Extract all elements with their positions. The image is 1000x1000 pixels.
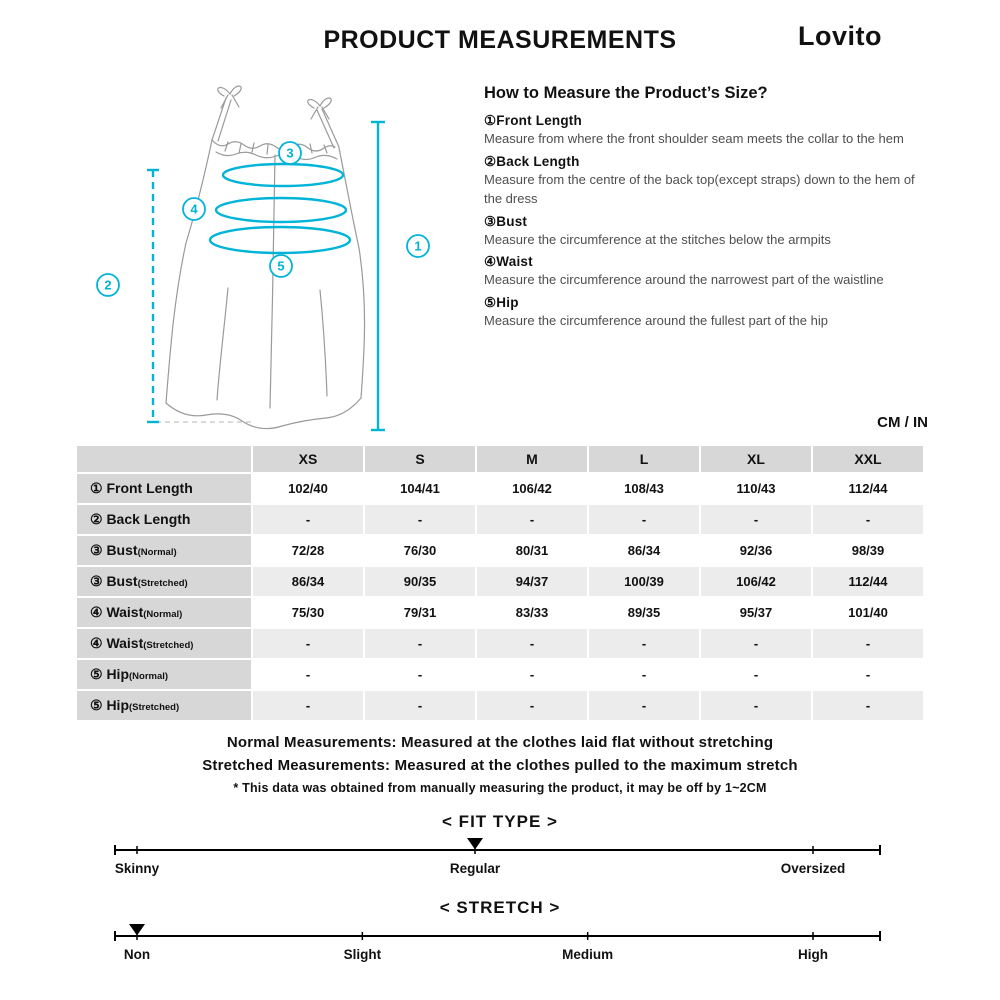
table-header-row xyxy=(76,445,924,473)
table-row xyxy=(76,566,924,597)
row-label: ④ Waist(Stretched) xyxy=(76,628,252,659)
row-label: ③ Bust(Normal) xyxy=(76,535,252,566)
measurement-cell: 90/35 xyxy=(364,566,476,597)
table-row xyxy=(76,473,924,504)
dress-outline xyxy=(166,86,365,429)
row-label: ③ Bust(Stretched) xyxy=(76,566,252,597)
marker-number-2: 2 xyxy=(104,277,112,293)
scale-label: Skinny xyxy=(114,861,160,876)
measurement-cell: - xyxy=(252,659,364,690)
measurement-cell: 102/40 xyxy=(252,473,364,504)
measurement-cell: 86/34 xyxy=(252,566,364,597)
measurement-cell: 80/31 xyxy=(476,535,588,566)
size-column-header: M xyxy=(476,445,588,473)
measurement-cell: - xyxy=(700,690,812,721)
how-to-title: How to Measure the Product’s Size? xyxy=(484,84,768,102)
measurement-cell: 89/35 xyxy=(588,597,700,628)
measurement-cell: 100/39 xyxy=(588,566,700,597)
row-label: ① Front Length xyxy=(76,473,252,504)
measurement-cell: - xyxy=(812,504,924,535)
size-column-header: XXL xyxy=(812,445,924,473)
how-to-item-desc: Measure the circumference at the stitches below the armpits xyxy=(484,231,831,247)
measurement-cell: 76/30 xyxy=(364,535,476,566)
measurement-cell: - xyxy=(476,690,588,721)
measurement-cell: - xyxy=(252,628,364,659)
how-to-item-desc: Measure the circumference around the fullest part of the hip xyxy=(484,312,828,328)
measurement-cell: - xyxy=(252,690,364,721)
note-line: Stretched Measurements: Measured at the clothes pulled to the maximum stretch xyxy=(202,757,798,774)
table-body xyxy=(76,473,924,721)
measurement-cell: 112/44 xyxy=(812,566,924,597)
measurement-cell: - xyxy=(364,628,476,659)
how-to-item xyxy=(484,295,936,331)
scale-label: Non xyxy=(123,947,151,962)
size-table xyxy=(75,444,925,722)
marker-number-1: 1 xyxy=(414,238,422,254)
measurement-cell: 86/34 xyxy=(588,535,700,566)
measurement-cell: 108/43 xyxy=(588,473,700,504)
measurement-cell: 106/42 xyxy=(476,473,588,504)
row-label: ⑤ Hip(Stretched) xyxy=(76,690,252,721)
row-label: ② Back Length xyxy=(76,504,252,535)
table-row xyxy=(76,597,924,628)
how-to-item-label: ①Front Length xyxy=(484,113,582,128)
stretch-scale xyxy=(0,922,1000,948)
measurement-cell: - xyxy=(476,628,588,659)
measurement-cell: - xyxy=(476,504,588,535)
scale-label: Oversized xyxy=(780,861,846,876)
note-line: Normal Measurements: Measured at the clothes laid flat without stretching xyxy=(226,734,774,751)
table-corner-cell xyxy=(76,445,252,473)
measurement-cell: - xyxy=(700,659,812,690)
measurement-cell: 106/42 xyxy=(700,566,812,597)
scale-label: High xyxy=(798,947,828,962)
measurement-cell: 94/37 xyxy=(476,566,588,597)
measurement-cell: - xyxy=(588,659,700,690)
how-to-item xyxy=(484,154,936,209)
measurement-cell: - xyxy=(364,659,476,690)
measurement-cell: 112/44 xyxy=(812,473,924,504)
stretch-labels xyxy=(0,947,1000,965)
measurement-cell: - xyxy=(812,659,924,690)
size-column-header: S xyxy=(364,445,476,473)
how-to-item xyxy=(484,254,936,290)
measurement-cell: 104/41 xyxy=(364,473,476,504)
waist-measure-ellipse xyxy=(216,198,346,222)
row-label: ④ Waist(Normal) xyxy=(76,597,252,628)
measurement-cell: - xyxy=(700,628,812,659)
scale-label: Medium xyxy=(562,947,614,962)
measurement-cell: 101/40 xyxy=(812,597,924,628)
measurement-cell: - xyxy=(252,504,364,535)
fit-type-labels xyxy=(0,861,1000,879)
scale-marker xyxy=(467,838,483,850)
how-to-item xyxy=(484,113,936,149)
measurement-cell: 92/36 xyxy=(700,535,812,566)
how-to-item-label: ②Back Length xyxy=(484,153,580,169)
table-row xyxy=(76,628,924,659)
scale-label: Slight xyxy=(343,947,382,962)
how-to-item-desc: Measure from the centre of the back top(except straps) down to the hem of the dress xyxy=(484,171,915,206)
hip-measure-ellipse xyxy=(210,227,350,253)
size-column-header: XS xyxy=(252,445,364,473)
how-to-item-label: ⑤Hip xyxy=(484,294,519,310)
measurement-cell: - xyxy=(588,504,700,535)
how-to-measure-section xyxy=(484,84,936,330)
size-column-header: L xyxy=(588,445,700,473)
note-line: * This data was obtained from manually measuring the product, it may be off by 1~2CM xyxy=(233,781,767,795)
measurement-cell: - xyxy=(812,690,924,721)
how-to-item-desc: Measure the circumference around the narrowest part of the waistline xyxy=(484,272,884,287)
measurement-cell: 95/37 xyxy=(700,597,812,628)
marker-number-3: 3 xyxy=(286,145,294,161)
row-label: ⑤ Hip(Normal) xyxy=(76,659,252,690)
fit-type-scale xyxy=(0,836,1000,862)
how-to-item-label: ③Bust xyxy=(484,213,528,229)
measurement-cell: - xyxy=(364,690,476,721)
measurement-cell: 72/28 xyxy=(252,535,364,566)
measurement-cell: - xyxy=(700,504,812,535)
how-to-item xyxy=(484,214,936,250)
how-to-items xyxy=(484,113,936,330)
measurement-cell: 75/30 xyxy=(252,597,364,628)
marker-number-4: 4 xyxy=(190,201,198,217)
marker-number-5: 5 xyxy=(277,258,285,274)
scale-label: Regular xyxy=(449,861,501,876)
table-row xyxy=(76,690,924,721)
measurement-lines xyxy=(147,122,385,430)
table-row xyxy=(76,504,924,535)
dress-diagram xyxy=(78,78,468,443)
page-title: PRODUCT MEASUREMENTS xyxy=(323,26,677,54)
fit-type-title: < FIT TYPE > xyxy=(442,812,558,831)
measurement-cell: - xyxy=(812,628,924,659)
measurement-cell: 79/31 xyxy=(364,597,476,628)
measurement-cell: - xyxy=(588,628,700,659)
how-to-item-label: ④Waist xyxy=(484,254,533,269)
measurement-cell: 98/39 xyxy=(812,535,924,566)
stretch-title: < STRETCH > xyxy=(439,898,561,917)
table-row xyxy=(76,659,924,690)
unit-label: CM / IN xyxy=(877,414,928,431)
measurement-cell: 110/43 xyxy=(700,473,812,504)
size-column-header: XL xyxy=(700,445,812,473)
measurement-cell: - xyxy=(476,659,588,690)
brand-logo: Lovito xyxy=(798,21,882,51)
bust-measure-ellipse xyxy=(223,164,343,186)
table-row xyxy=(76,535,924,566)
how-to-item-desc: Measure from where the front shoulder seam meets the collar to the hem xyxy=(484,131,904,146)
measurement-cell: - xyxy=(364,504,476,535)
scale-marker xyxy=(129,924,145,936)
measurement-cell: 83/33 xyxy=(476,597,588,628)
measurement-notes xyxy=(0,731,1000,800)
measurement-cell: - xyxy=(588,690,700,721)
